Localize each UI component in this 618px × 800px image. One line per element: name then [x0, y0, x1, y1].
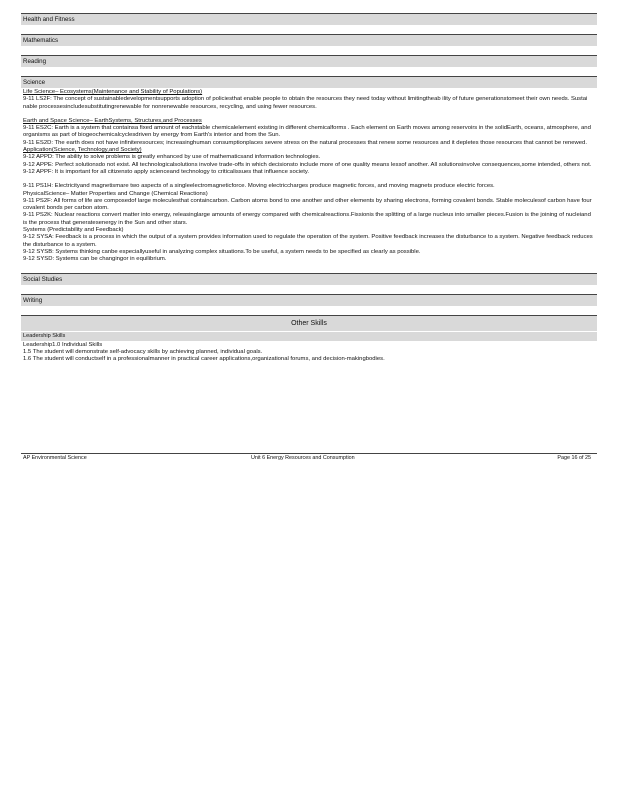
leadership-content [21, 341, 597, 364]
document-page [21, 10, 597, 363]
science-content [21, 88, 597, 264]
standard-ps2k: 9-11 PS2K: Nuclear reactions convert matter into energy, releasinglarge amounts of energy compared with chemicalreactions.Fissionis the splitting of a large nucleus into smaller pieces.Fusion is the joining of nucleiand is the process that generatesenergy in the Sun and other stars. [23, 212, 591, 226]
physical-science-heading: PhysicalScience– Matter Properties and Change (Chemical Reactions) [23, 190, 208, 197]
leadership-1-6: 1.6 The student will conductself in a professionalmanner in practical career applications,organizational forums, and decision-makingbodies. [23, 356, 385, 363]
application-heading: Application(Science, Technology,and Society) [23, 147, 142, 154]
life-science-heading: Life Science– Ecosystems(Maintenance and Stability of Populations) [23, 89, 203, 95]
section-social-studies: Social Studies [21, 273, 597, 285]
footer-page-number: Page 16 of 25 [557, 455, 591, 461]
other-skills-heading: Other Skills [21, 315, 597, 331]
standard-es2d: 9-11 ES2D: The earth does not have infiniteresources; increasinghuman consumptionplaces severe stress on the natural processes that renew some resources and it depletes those resources that cannot be renewed. [23, 139, 587, 146]
leadership-skills-heading: Leadership Skills [21, 332, 597, 341]
section-reading: Reading [21, 55, 597, 67]
section-writing: Writing [21, 294, 597, 306]
leadership-individual-skills: Leadership1.0 Individual Skills [23, 341, 103, 348]
standard-sysd: 9-12 SYSD: Systems can be changingor in equilibrium. [23, 256, 167, 263]
systems-heading: Systems (Predictability and Feedback) [23, 227, 124, 234]
standard-appe: 9-12 APPE: Perfect solutionsdo not exist. All technologicalsolutions involve trade-offs in which decisionsto include more of one quality means lessof another. All solutionsinvolve consequences,some intended, others not. [23, 161, 592, 168]
leadership-1-5: 1.5 The student will demonstrate self-advocacy skills by achieving planned, individual goals. [23, 348, 263, 355]
section-mathematics: Mathematics [21, 34, 597, 46]
footer-unit: Unit 6 Energy Resources and Consumption [251, 455, 355, 461]
section-science: Science [21, 76, 597, 88]
standard-ps1h: 9-11 PS1H: Electricityand magnetismare two aspects of a singleelectromagneticforce. Moving electriccharges produce magnetic forces, and moving magnets produce electric forces. [23, 183, 495, 190]
footer-course: AP Environmental Science [23, 455, 87, 461]
page-footer [21, 453, 597, 461]
earth-science-heading: Earth and Space Science– EarthSystems, Structures,and Processes [23, 117, 202, 124]
standard-sysb: 9-12 SYSB: Systems thinking canbe especiallyuseful in analyzing complex situations.To be useful, a system needs to be specified as clearly as possible. [23, 248, 421, 255]
standard-sysa: 9-12 SYSA: Feedback is a process in which the output of a system provides information used to regulate the operation of the system. Positive feedback increases the disturbance to a system. Negative feedback reduces the disturbance to a system. [23, 234, 593, 248]
standard-ps2f: 9-11 PS2F: All forms of life are composedof large moleculesthat containcarbon. Carbon atoms bond to one another and other elements by sharing electrons, forming covalent bonds. Stable moleculesof carbon have four covalent bonds per carbon atom. [23, 197, 592, 212]
section-health: Health and Fitness [21, 13, 597, 25]
standard-appd: 9-12 APPD: The ability to solve problems is greatly enhanced by use of mathematicsand information technologies. [23, 154, 321, 161]
standard-appf: 9-12 APPF: It is important for all citizensto apply scienceand technology to criticalissues that influence society. [23, 168, 310, 175]
standard-es2c: 9-11 ES2C: Earth is a system that containsa fixed amount of eachstable chemicalelement existing in different chemicalforms . Each element on Earth moves among reservoirs in the solidEarth, oceans, atmosphere, and organisms as part of biogeochemicalcyclesdriven by energy from Earth's interior and from the Sun. [23, 125, 591, 139]
standard-ls2f: 9-11 LS2F: The concept of sustainabledevelopmentsupports adoption of policiesthat enable people to obtain the resources they need today without limitingtheab ility of future generationstomeet their own needs. Sustai nable processesincludesubstitutingrenewable for nonrenewable resources, recycling, and using fewer resources. [23, 96, 588, 110]
